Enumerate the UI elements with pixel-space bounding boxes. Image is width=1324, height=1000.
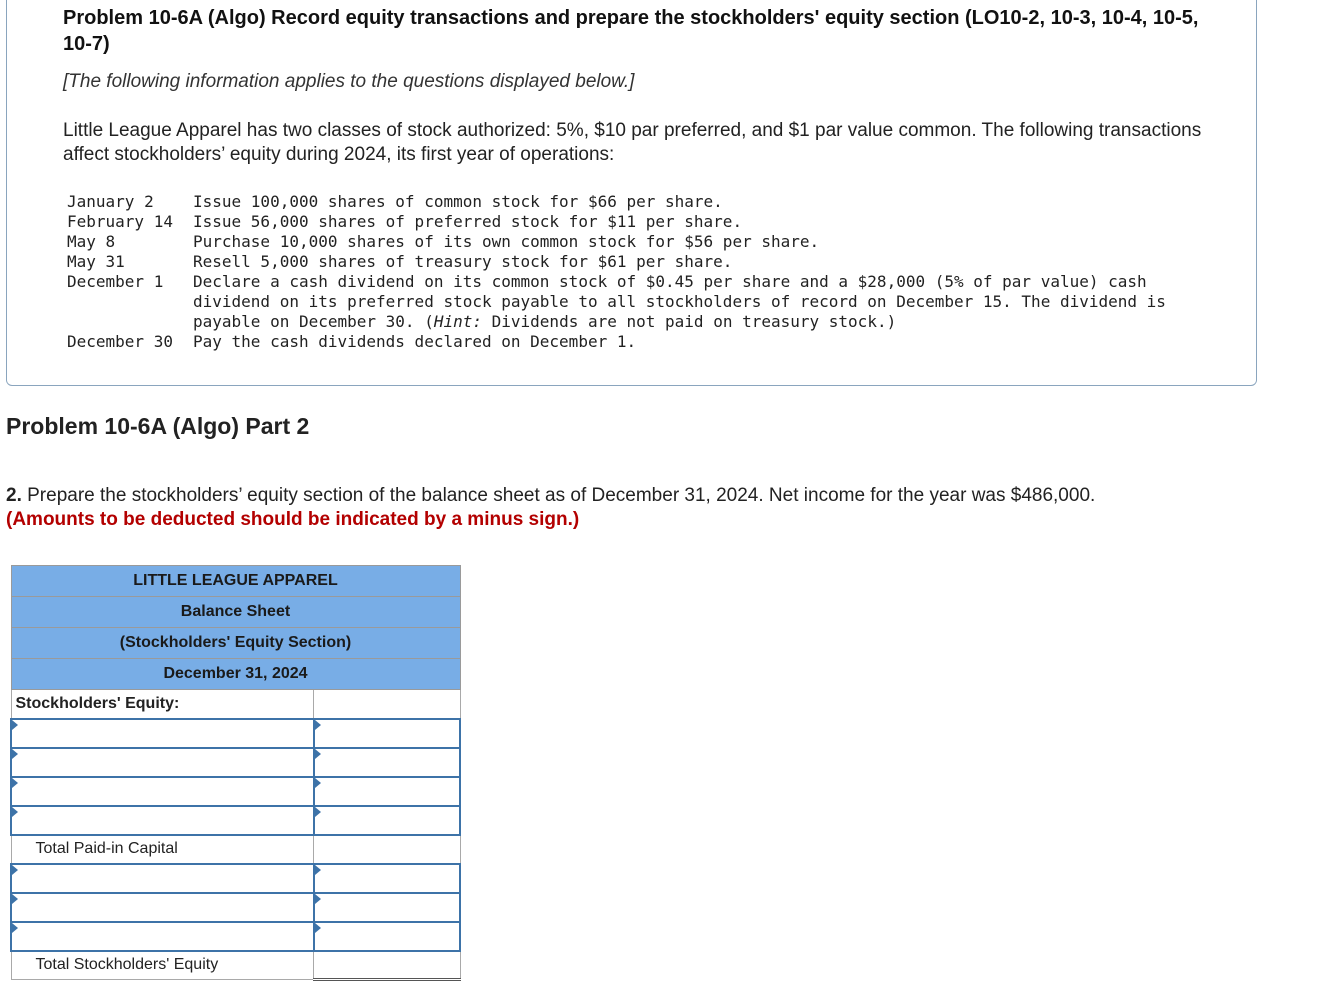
account-input[interactable] xyxy=(12,808,313,833)
transaction-text xyxy=(193,272,1183,332)
account-select[interactable] xyxy=(11,777,314,806)
transaction-text: Purchase 10,000 shares of its own common stock for $56 per share. xyxy=(193,232,820,251)
transaction-text: Resell 5,000 shares of treasury stock for $61 per share. xyxy=(193,252,733,271)
applies-note: [The following information applies to the questions displayed below.] xyxy=(63,71,635,92)
account-input[interactable] xyxy=(12,750,313,775)
sheet-header-row xyxy=(11,566,460,597)
amount-input[interactable] xyxy=(315,895,459,920)
question xyxy=(6,484,1306,532)
entry-row xyxy=(11,806,460,835)
dropdown-marker-icon xyxy=(315,923,321,933)
dropdown-marker-icon xyxy=(315,865,321,875)
entry-row xyxy=(11,719,460,748)
dropdown-marker-icon xyxy=(315,720,321,730)
amount-cell[interactable] xyxy=(314,719,460,748)
dropdown-marker-icon xyxy=(12,778,18,788)
amount-cell[interactable] xyxy=(314,864,460,893)
dropdown-marker-icon xyxy=(315,807,321,817)
transaction-date: December 30 xyxy=(67,332,173,351)
question-instruction: (Amounts to be deducted should be indicated by a minus sign.) xyxy=(6,509,580,530)
entry-row xyxy=(11,864,460,893)
dropdown-marker-icon xyxy=(12,923,18,933)
problem-title: Problem 10-6A (Algo) Record equity transactions and prepare the stockholders' equity section (LO10-2, 10-3, 10-4, 10-5, 10-7) xyxy=(63,7,1199,55)
equity-heading-label: Stockholders' Equity: xyxy=(11,690,314,719)
transaction-text-part: Dividends are not paid on treasury stock.) xyxy=(482,312,897,331)
transactions-list xyxy=(67,192,1183,352)
entry-row xyxy=(11,922,460,951)
transaction-row xyxy=(67,192,1183,212)
total-equity-row xyxy=(11,951,460,980)
dropdown-marker-icon xyxy=(315,778,321,788)
transaction-text-part: Declare a cash dividend on its common stock of $0.45 per share and a $28,000 (5% of par value) cash dividend on its preferred stock payable to all stockholders of record on December 15. The dividend is payable on December 30. ( xyxy=(193,272,1176,331)
dropdown-marker-icon xyxy=(12,720,18,730)
hint-label: Hint: xyxy=(433,312,482,331)
dropdown-marker-icon xyxy=(315,894,321,904)
transaction-row xyxy=(67,252,1183,272)
transaction-date: December 1 xyxy=(67,272,164,291)
total-equity-label: Total Stockholders' Equity xyxy=(11,951,314,980)
account-select[interactable] xyxy=(11,922,314,951)
entry-row xyxy=(11,893,460,922)
entry-row xyxy=(11,777,460,806)
transaction-date: January 2 xyxy=(67,192,154,211)
transaction-row xyxy=(67,272,1183,332)
account-input[interactable] xyxy=(12,721,313,746)
total-equity-amount xyxy=(314,951,460,980)
transaction-row xyxy=(67,332,1183,352)
amount-input[interactable] xyxy=(315,779,459,804)
amount-cell[interactable] xyxy=(314,893,460,922)
account-select[interactable] xyxy=(11,719,314,748)
account-select[interactable] xyxy=(11,748,314,777)
amount-cell[interactable] xyxy=(314,806,460,835)
transaction-text: Pay the cash dividends declared on December 1. xyxy=(193,332,637,351)
account-input[interactable] xyxy=(12,895,313,920)
dropdown-marker-icon xyxy=(12,865,18,875)
equity-heading-row xyxy=(11,690,460,719)
balance-sheet-table xyxy=(10,565,461,981)
transaction-date: February 14 xyxy=(67,212,173,231)
sheet-header-row xyxy=(11,597,460,628)
transaction-text: Issue 56,000 shares of preferred stock for $11 per share. xyxy=(193,212,743,231)
dropdown-marker-icon xyxy=(315,749,321,759)
sheet-header-row xyxy=(11,659,460,690)
dropdown-marker-icon xyxy=(12,749,18,759)
question-number: 2. xyxy=(6,485,22,506)
intro-text: Little League Apparel has two classes of stock authorized: 5%, $10 par preferred, and $1 par value common. The following transactions affect stockholders’ equity during 2024, its first year of operations: xyxy=(63,120,1202,165)
account-input[interactable] xyxy=(12,924,313,949)
section-name: (Stockholders' Equity Section) xyxy=(11,628,460,659)
amount-input[interactable] xyxy=(315,750,459,775)
amount-input[interactable] xyxy=(315,721,459,746)
transaction-date: May 31 xyxy=(67,252,125,271)
account-input[interactable] xyxy=(12,866,313,891)
empty-amount-cell xyxy=(314,690,460,719)
statement-name: Balance Sheet xyxy=(11,597,460,628)
amount-cell[interactable] xyxy=(314,748,460,777)
question-text: Prepare the stockholders’ equity section of the balance sheet as of December 31, 2024. Net income for the year was $486,000. xyxy=(21,485,1096,506)
statement-date: December 31, 2024 xyxy=(11,659,460,690)
amount-input[interactable] xyxy=(315,808,459,833)
amount-input[interactable] xyxy=(315,866,459,891)
transaction-text: Issue 100,000 shares of common stock for $66 per share. xyxy=(193,192,723,211)
total-paid-in-row xyxy=(11,835,460,864)
entry-row xyxy=(11,748,460,777)
account-select[interactable] xyxy=(11,864,314,893)
total-paid-in-label: Total Paid-in Capital xyxy=(11,835,314,864)
dropdown-marker-icon xyxy=(12,807,18,817)
dropdown-marker-icon xyxy=(12,894,18,904)
sheet-header-row xyxy=(11,628,460,659)
transaction-date: May 8 xyxy=(67,232,116,251)
company-name: LITTLE LEAGUE APPAREL xyxy=(11,566,460,597)
part-heading: Problem 10-6A (Algo) Part 2 xyxy=(6,413,310,439)
account-select[interactable] xyxy=(11,806,314,835)
account-input[interactable] xyxy=(12,779,313,804)
amount-cell[interactable] xyxy=(314,922,460,951)
transaction-row xyxy=(67,212,1183,232)
transaction-row xyxy=(67,232,1183,252)
amount-input[interactable] xyxy=(315,924,459,949)
account-select[interactable] xyxy=(11,893,314,922)
amount-cell[interactable] xyxy=(314,777,460,806)
total-paid-in-amount xyxy=(314,835,460,864)
